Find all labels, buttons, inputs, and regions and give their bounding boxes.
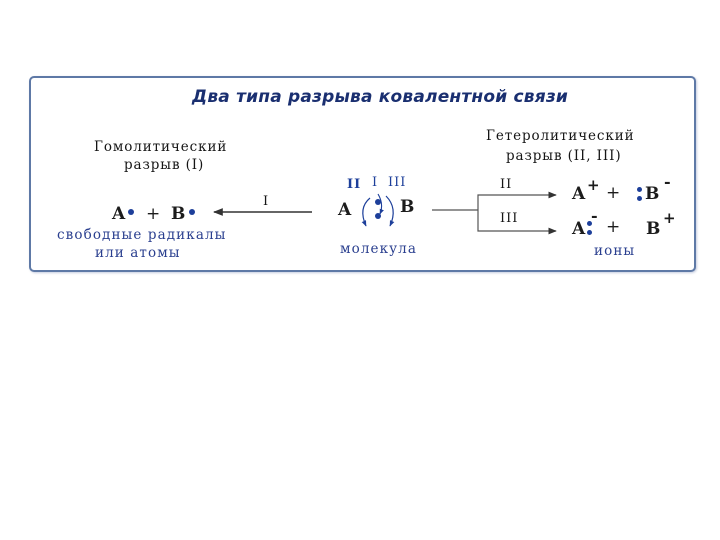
cation-a: A xyxy=(572,184,586,204)
homolytic-arrow-label: I xyxy=(263,194,270,209)
heterolytic-heading-line2: разрыв (II, III) xyxy=(506,148,622,164)
cation-a-charge: + xyxy=(587,176,600,194)
cation-b-charge: + xyxy=(663,209,676,227)
branch-upper-arrow xyxy=(478,195,556,210)
homolytic-plus: + xyxy=(146,204,161,224)
upper-plus: + xyxy=(606,183,621,203)
radical-b: B xyxy=(171,204,186,224)
branch-lower-arrow xyxy=(478,210,556,231)
homolytic-heading-line1: Гомолитический xyxy=(94,139,228,155)
molecule-caption: молекула xyxy=(340,241,417,257)
electron-arrow-i xyxy=(378,194,382,214)
anion-a-charge: - xyxy=(591,206,598,225)
homolytic-heading-line2: разрыв (I) xyxy=(124,157,205,173)
homolytic-caption-line1: свободные радикалы xyxy=(57,227,227,243)
molecule-label-i: I xyxy=(372,175,379,190)
molecule-atom-b: B xyxy=(400,197,415,217)
heterolytic-branch-ii-label: II xyxy=(500,177,513,192)
molecule-atom-a: A xyxy=(338,200,352,220)
heterolytic-caption: ионы xyxy=(594,243,636,259)
molecule-label-iii: III xyxy=(388,175,407,190)
homolytic-caption-line2: или атомы xyxy=(95,245,181,261)
electron-arrow-ii xyxy=(363,198,370,226)
anion-b-charge: - xyxy=(664,172,671,191)
diagram-title: Два типа разрыва ковалентной связи xyxy=(192,87,569,107)
heterolytic-branch-iii-label: III xyxy=(500,211,519,226)
anion-a: A xyxy=(572,219,586,239)
heterolytic-heading-line1: Гетеролитический xyxy=(486,128,635,144)
electron-arrow-iii xyxy=(386,196,393,226)
cation-b: B xyxy=(646,219,661,239)
radical-a: A xyxy=(112,204,126,224)
molecule-label-ii: II xyxy=(347,177,362,192)
anion-b: B xyxy=(645,184,660,204)
lower-plus: + xyxy=(606,217,621,237)
